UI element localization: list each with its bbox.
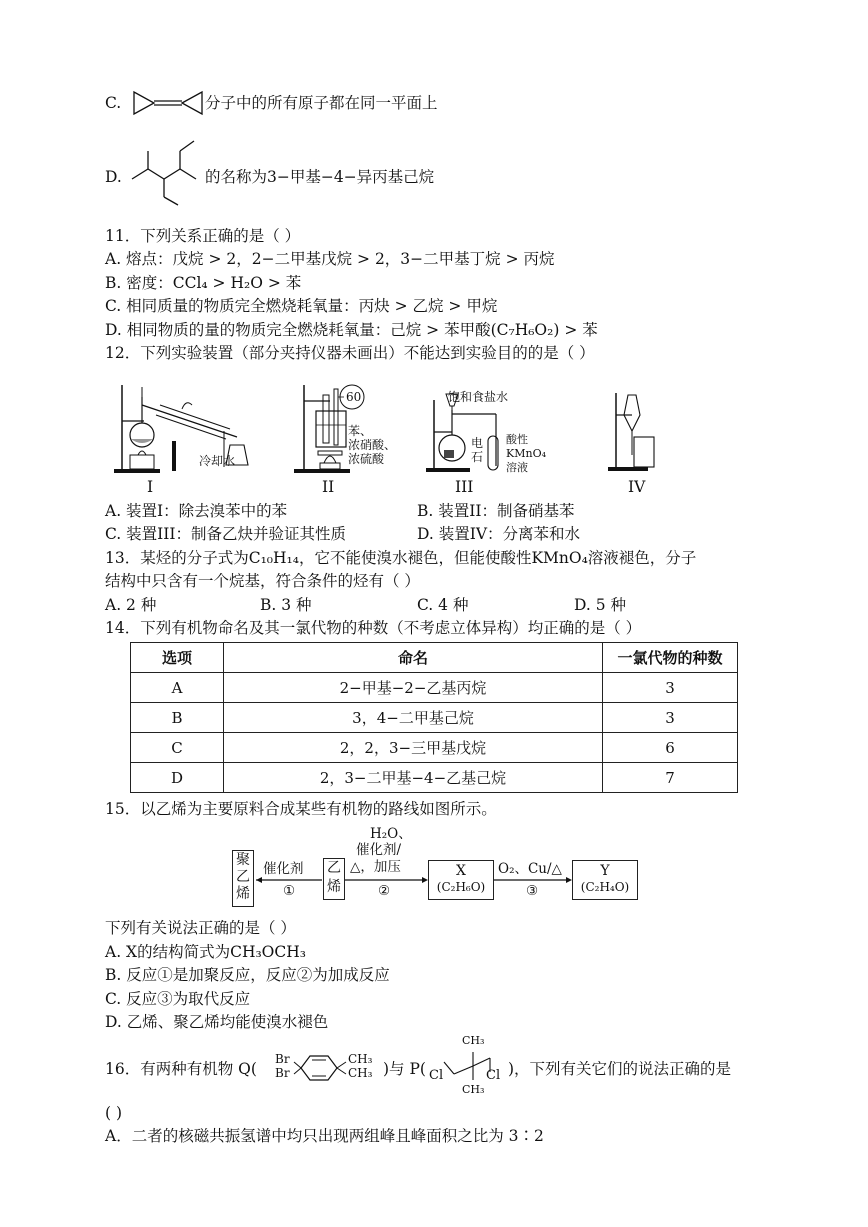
cell-count: 6 bbox=[603, 733, 738, 763]
q15-ask: 下列有关说法正确的是（ ） bbox=[105, 919, 296, 937]
q16-paren: ( ) bbox=[105, 1104, 123, 1122]
q16-option-a: A．二者的核磁共振氢谱中均只出现两组峰且峰面积之比为 3∶2 bbox=[105, 1127, 544, 1145]
q13-stem-line2: 结构中只含有一个烷基，符合条件的烃有（ ） bbox=[105, 572, 420, 590]
q10-option-c-text: 分子中的所有原子都在同一平面上 bbox=[205, 94, 438, 112]
cell-name: 2，2，3−三甲基戊烷 bbox=[224, 733, 603, 763]
step2-cond-1: H₂O、 bbox=[370, 826, 412, 842]
q12-option-d: D. 装置IV：分离苯和水 bbox=[417, 525, 581, 543]
carbide-label-1: 电 bbox=[471, 436, 484, 450]
step1-number: ① bbox=[283, 883, 296, 899]
x-formula: (C₂H₆O) bbox=[436, 880, 486, 894]
q14-stem: 14．下列有机物命名及其一氯代物的种数（不考虑立体异构）均正确的是（ ） bbox=[105, 619, 642, 637]
alkane-skeleton-structure bbox=[128, 135, 206, 207]
apparatus-label-iii: III bbox=[455, 478, 474, 496]
table-row bbox=[131, 763, 738, 793]
step2-number: ② bbox=[378, 883, 391, 899]
y-label: Y bbox=[600, 863, 610, 879]
y-formula: (C₂H₄O) bbox=[580, 880, 630, 894]
p-atom-ch3-top: CH₃ bbox=[462, 1034, 485, 1047]
q11-stem: 11．下列关系正确的是（ ） bbox=[105, 227, 301, 245]
kmno4-label-3: 溶液 bbox=[506, 461, 528, 474]
cell-option: A bbox=[131, 673, 224, 703]
saturated-brine-label: 饱和食盐水 bbox=[448, 390, 509, 404]
q13-option-b: B. 3 种 bbox=[260, 596, 312, 614]
apparatus-label-ii: II bbox=[322, 478, 335, 496]
ethylene-char-2: 烯 bbox=[327, 879, 341, 895]
q12-option-a: A. 装置I：除去溴苯中的苯 bbox=[105, 502, 288, 520]
p-atom-cl-left: Cl bbox=[429, 1068, 444, 1083]
table-row bbox=[131, 703, 738, 733]
q13-option-c: C. 4 种 bbox=[417, 596, 469, 614]
q-atom-ch3-1: CH₃ bbox=[348, 1052, 373, 1066]
q15-option-c: C. 反应③为取代反应 bbox=[105, 990, 251, 1008]
q11-option-b: B. 密度：CCl₄ > H₂O > 苯 bbox=[105, 274, 302, 292]
q12-option-b: B. 装置II：制备硝基苯 bbox=[417, 502, 575, 520]
q15-option-d: D. 乙烯、聚乙烯均能使溴水褪色 bbox=[105, 1013, 329, 1031]
step1-condition: 催化剂 bbox=[263, 861, 304, 877]
thermometer-reading: 60 bbox=[346, 390, 362, 404]
q16-prefix: 16．有两种有机物 Q( bbox=[105, 1060, 257, 1078]
kmno4-label-1: 酸性 bbox=[506, 433, 528, 446]
cell-count: 3 bbox=[603, 673, 738, 703]
apparatus-label-i: I bbox=[147, 478, 154, 496]
cell-name: 2，3−二甲基−4−乙基己烷 bbox=[224, 763, 603, 793]
q11-option-d: D. 相同物质的量的物质完全燃烧耗氧量：己烷 > 苯甲酸(C₇H₆O₂) > 苯 bbox=[105, 321, 598, 339]
q10-option-d-text: 的名称为3−甲基−4−异丙基己烷 bbox=[205, 168, 435, 186]
q11-option-c: C. 相同质量的物质完全燃烧耗氧量：丙炔 > 乙烷 > 甲烷 bbox=[105, 297, 498, 315]
x-label: X bbox=[456, 863, 466, 879]
ethylene-char-1: 乙 bbox=[327, 860, 341, 876]
polyethylene-char-2: 乙 bbox=[236, 869, 250, 885]
table-row bbox=[131, 733, 738, 763]
header-option: 选项 bbox=[131, 643, 224, 673]
apparatus-label-iv: IV bbox=[628, 478, 646, 496]
q16-suffix: )，下列有关它们的说法正确的是 bbox=[508, 1060, 732, 1078]
q-atom-ch3-2: CH₃ bbox=[348, 1066, 373, 1080]
q10-option-c-label: C. bbox=[105, 94, 122, 112]
bicyclopropylidene-structure bbox=[132, 88, 204, 118]
table-header-row bbox=[131, 643, 738, 673]
q-atom-br-2: Br bbox=[275, 1066, 290, 1080]
q15-stem: 15．以乙烯为主要原料合成某些有机物的路线如图所示。 bbox=[105, 800, 497, 818]
q11-option-a: A. 熔点：戊烷 > 2，2−二甲基戊烷 > 2，3−二甲基丁烷 > 丙烷 bbox=[105, 250, 555, 268]
q14-table bbox=[130, 642, 738, 793]
reagents-ii-line3: 浓硫酸 bbox=[348, 452, 385, 466]
q13-stem-line1: 13．某烃的分子式为C₁₀H₁₄，它不能使溴水褪色，但能使酸性KMnO₄溶液褪色，分子 bbox=[105, 549, 697, 567]
cell-count: 3 bbox=[603, 703, 738, 733]
q15-option-b: B. 反应①是加聚反应，反应②为加成反应 bbox=[105, 966, 390, 984]
step2-cond-3: △，加压 bbox=[350, 859, 401, 875]
q10-option-d-label: D. bbox=[105, 168, 122, 186]
cell-count: 7 bbox=[603, 763, 738, 793]
q12-stem: 12．下列实验装置（部分夹持仪器未画出）不能达到实验目的的是（ ） bbox=[105, 344, 595, 362]
q15-option-a: A. X的结构简式为CH₃OCH₃ bbox=[105, 943, 306, 961]
apparatus-i-distillation bbox=[112, 375, 262, 475]
q13-option-a: A. 2 种 bbox=[105, 596, 157, 614]
q13-option-d: D. 5 种 bbox=[574, 596, 627, 614]
cell-option: B bbox=[131, 703, 224, 733]
box-polyethylene bbox=[232, 850, 254, 907]
polyethylene-char-3: 烯 bbox=[236, 886, 250, 902]
p-atom-cl-right: Cl bbox=[486, 1068, 501, 1083]
q-atom-br-1: Br bbox=[275, 1052, 290, 1066]
header-name: 命名 bbox=[224, 643, 603, 673]
kmno4-label-2: KMnO₄ bbox=[506, 447, 546, 460]
cooling-water-label: 冷却水 bbox=[199, 454, 236, 468]
step3-number: ③ bbox=[526, 883, 539, 899]
cell-option: D bbox=[131, 763, 224, 793]
reagents-ii-line2: 浓硝酸、 bbox=[348, 438, 397, 452]
step3-condition: O₂、Cu/△ bbox=[498, 861, 562, 877]
apparatus-iv-separatory-funnel bbox=[608, 385, 668, 475]
box-y bbox=[572, 860, 638, 900]
step2-cond-2: 催化剂/ bbox=[356, 842, 402, 858]
cell-name: 3，4−二甲基己烷 bbox=[224, 703, 603, 733]
table-row bbox=[131, 673, 738, 703]
cell-name: 2−甲基−2−乙基丙烷 bbox=[224, 673, 603, 703]
reagents-ii-line1: 苯、 bbox=[348, 424, 373, 438]
polyethylene-char-1: 聚 bbox=[236, 852, 250, 868]
q16-middle: )与 P( bbox=[383, 1060, 426, 1078]
cell-option: C bbox=[131, 733, 224, 763]
q12-option-c: C. 装置III：制备乙炔并验证其性质 bbox=[105, 525, 347, 543]
header-count: 一氯代物的种数 bbox=[603, 643, 738, 673]
carbide-label-2: 石 bbox=[471, 450, 484, 464]
p-atom-ch3-bottom: CH₃ bbox=[462, 1083, 485, 1096]
